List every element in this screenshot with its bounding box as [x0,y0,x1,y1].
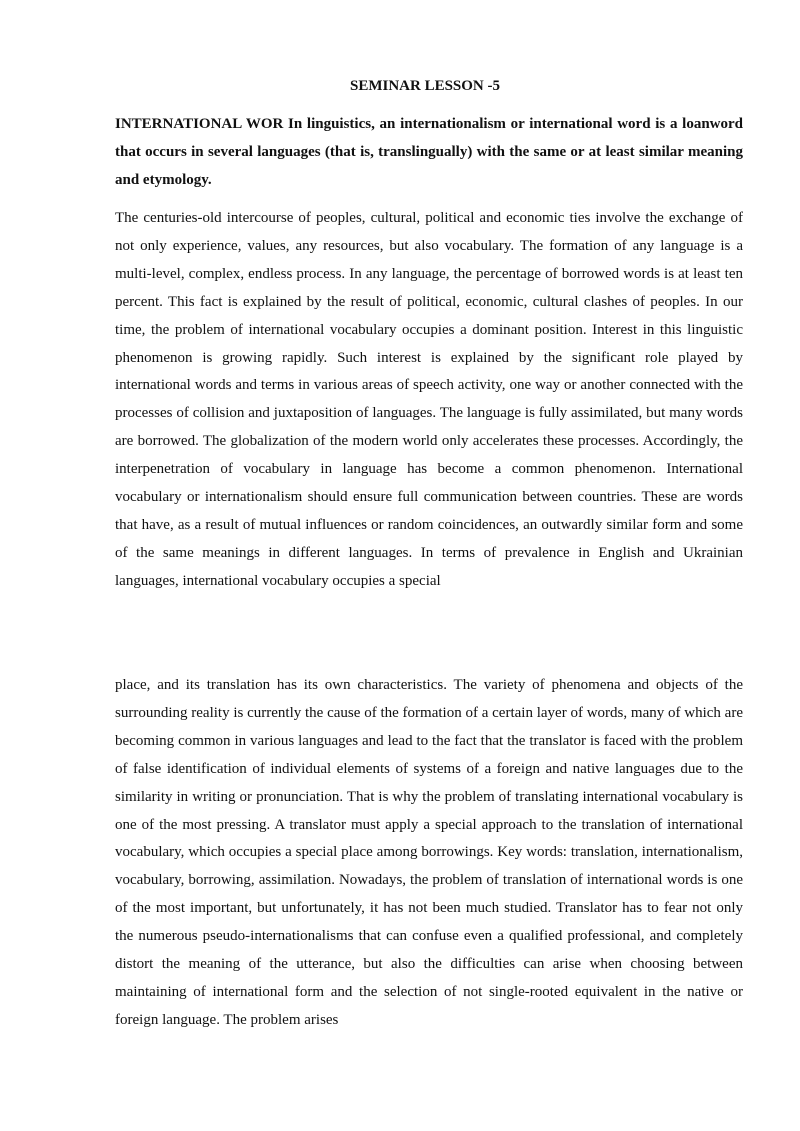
body-paragraph-1: The centuries-old intercourse of peoples, cultural, political and economic ties involve the exchange of not only experience, values, any resources, but also vocabulary. The formation of any language is a multi-level, complex, endless process. In any language, the percentage of borrowed words is at least ten percent. This fact is explained by the result of political, economic, cultural clashes of peoples. In our time, the problem of international vocabulary occupies a dominant position. Interest in this linguistic phenomenon is growing rapidly. Such interest is explained by the significant role played by international words and terms in various areas of speech activity, one way or another connected with the processes of collision and juxtaposition of languages. The language is fully assimilated, but many words are borrowed. The globalization of the modern world only accelerates these processes. Accordingly, the interpenetration of vocabulary in language has become a common phenomenon. International vocabulary or internationalism should ensure full communication between countries. These are words that have, as a result of mutual influences or random coincidences, an outwardly similar form and some of the same meanings in different languages. In terms of prevalence in English and Ukrainian languages, international vocabulary occupies a special [115,210,743,589]
body-paragraph-2: place, and its translation has its own characteristics. The variety of phenomena and objects of the surrounding reality is currently the cause of the formation of a certain layer of words, many of which are becoming common in various languages and lead to the fact that the translator is faced with the problem of false identification of individual elements of systems of a foreign and native languages due to the similarity in writing or pronunciation. That is why the problem of translating international vocabulary is one of the most pressing. A translator must apply a special approach to the translation of international vocabulary, which occupies a special place among borrowings. Key words: translation, internationalism, vocabulary, borrowing, assimilation. Nowadays, the problem of translation of international words is one of the most important, but unfortunately, it has not been much studied. Translator has to fear not only the numerous pseudo-internationalisms that can confuse even a qualified professional, and completely distort the meaning of the utterance, but also the difficulties can arise when choosing between maintaining of international form and the selection of not single-rooted equivalent in the native or foreign language. The problem arises [115,677,743,1028]
bold-intro-heading: INTERNATIONAL WOR In linguistics, an internationalism or international word is a loanword that occurs in several languages (that is, translingually) with the same or at least similar meaning and etymology. [115,116,743,188]
page-title: SEMINAR LESSON -5 [349,78,501,94]
